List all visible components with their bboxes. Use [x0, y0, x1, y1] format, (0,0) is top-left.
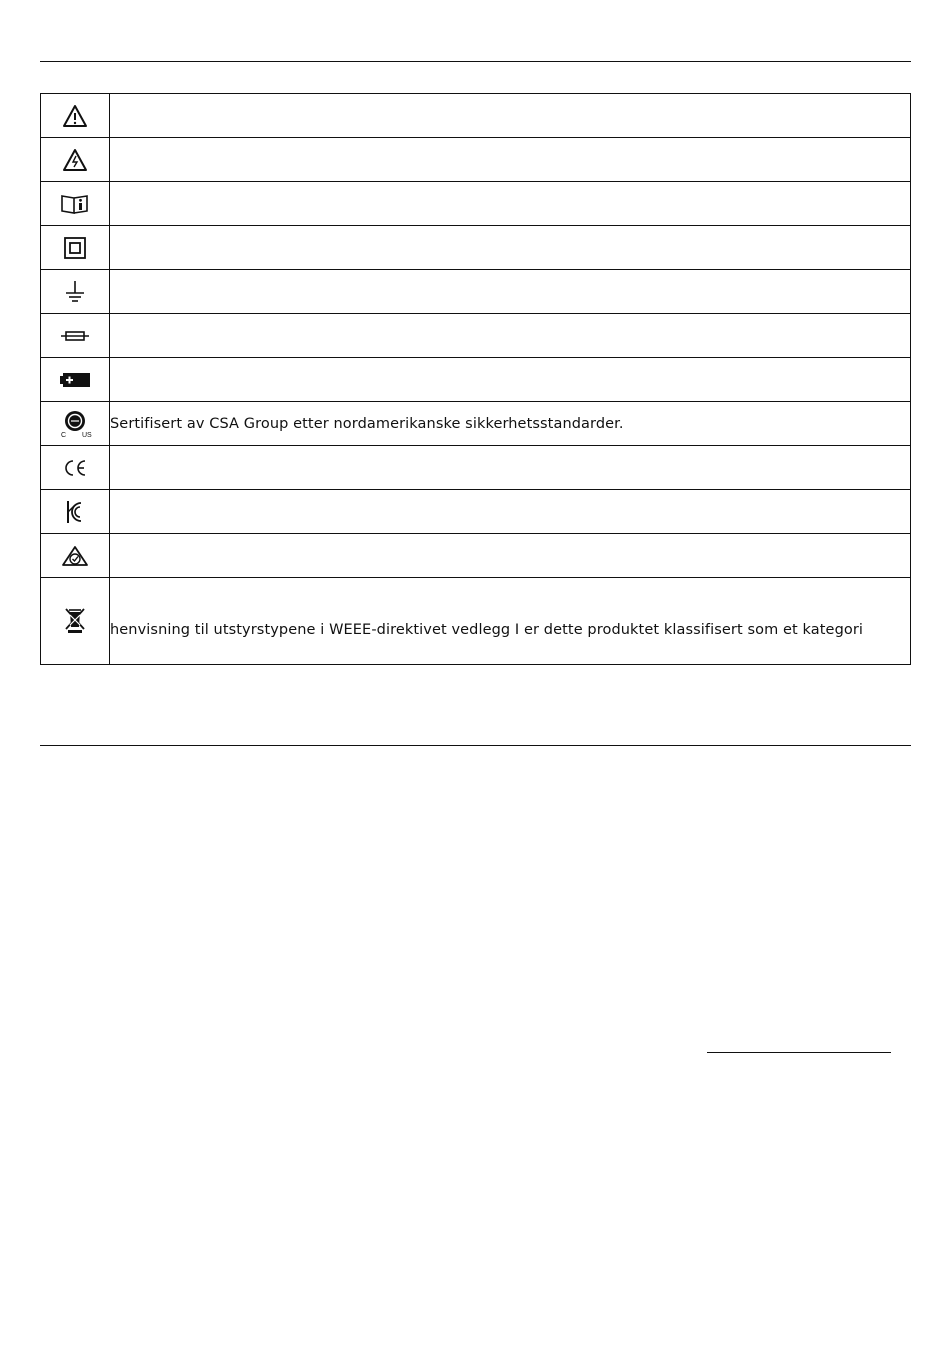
symbol-description	[110, 314, 911, 358]
symbol-description	[110, 490, 911, 534]
table-row	[41, 446, 911, 490]
top-divider	[40, 61, 911, 62]
fuse-icon	[60, 329, 90, 343]
earth-ground-icon	[63, 279, 87, 305]
symbol-description	[110, 534, 911, 578]
table-row	[41, 94, 911, 138]
kc-mark-icon	[65, 499, 85, 525]
electrical-hazard-icon	[62, 148, 88, 172]
symbol-description	[110, 270, 911, 314]
symbol-description: Sertifisert av CSA Group etter nordamerikanske sikkerhetsstandarder.	[110, 402, 911, 446]
weee-crossed-bin-icon	[64, 607, 86, 635]
table-row	[41, 138, 911, 182]
table-row	[41, 578, 911, 665]
symbol-description	[110, 226, 911, 270]
table-row	[41, 490, 911, 534]
csa-certification-icon	[55, 409, 95, 439]
symbol-description	[110, 94, 911, 138]
table-row	[41, 534, 911, 578]
section-divider	[40, 745, 911, 746]
table-row	[41, 226, 911, 270]
warning-triangle-icon	[62, 104, 88, 128]
symbol-description	[110, 446, 911, 490]
double-insulation-icon	[63, 236, 87, 260]
table-row	[41, 182, 911, 226]
read-manual-icon	[60, 193, 90, 215]
symbol-description	[110, 138, 911, 182]
table-row	[41, 402, 911, 446]
csa-label-c: C	[61, 431, 67, 439]
symbol-description: henvisning til utstyrstypene i WEEE-direktivet vedlegg I er dette produktet klassifisert som et kategori	[110, 578, 911, 665]
table-row	[41, 314, 911, 358]
battery-icon	[59, 372, 91, 388]
ce-mark-icon	[62, 459, 88, 477]
symbol-description	[110, 182, 911, 226]
symbol-description	[110, 358, 911, 402]
symbol-table	[40, 93, 911, 665]
footnote-rule	[707, 1052, 891, 1053]
rcm-mark-icon	[61, 545, 89, 567]
csa-label-us: US	[82, 431, 92, 439]
table-row	[41, 358, 911, 402]
table-row	[41, 270, 911, 314]
